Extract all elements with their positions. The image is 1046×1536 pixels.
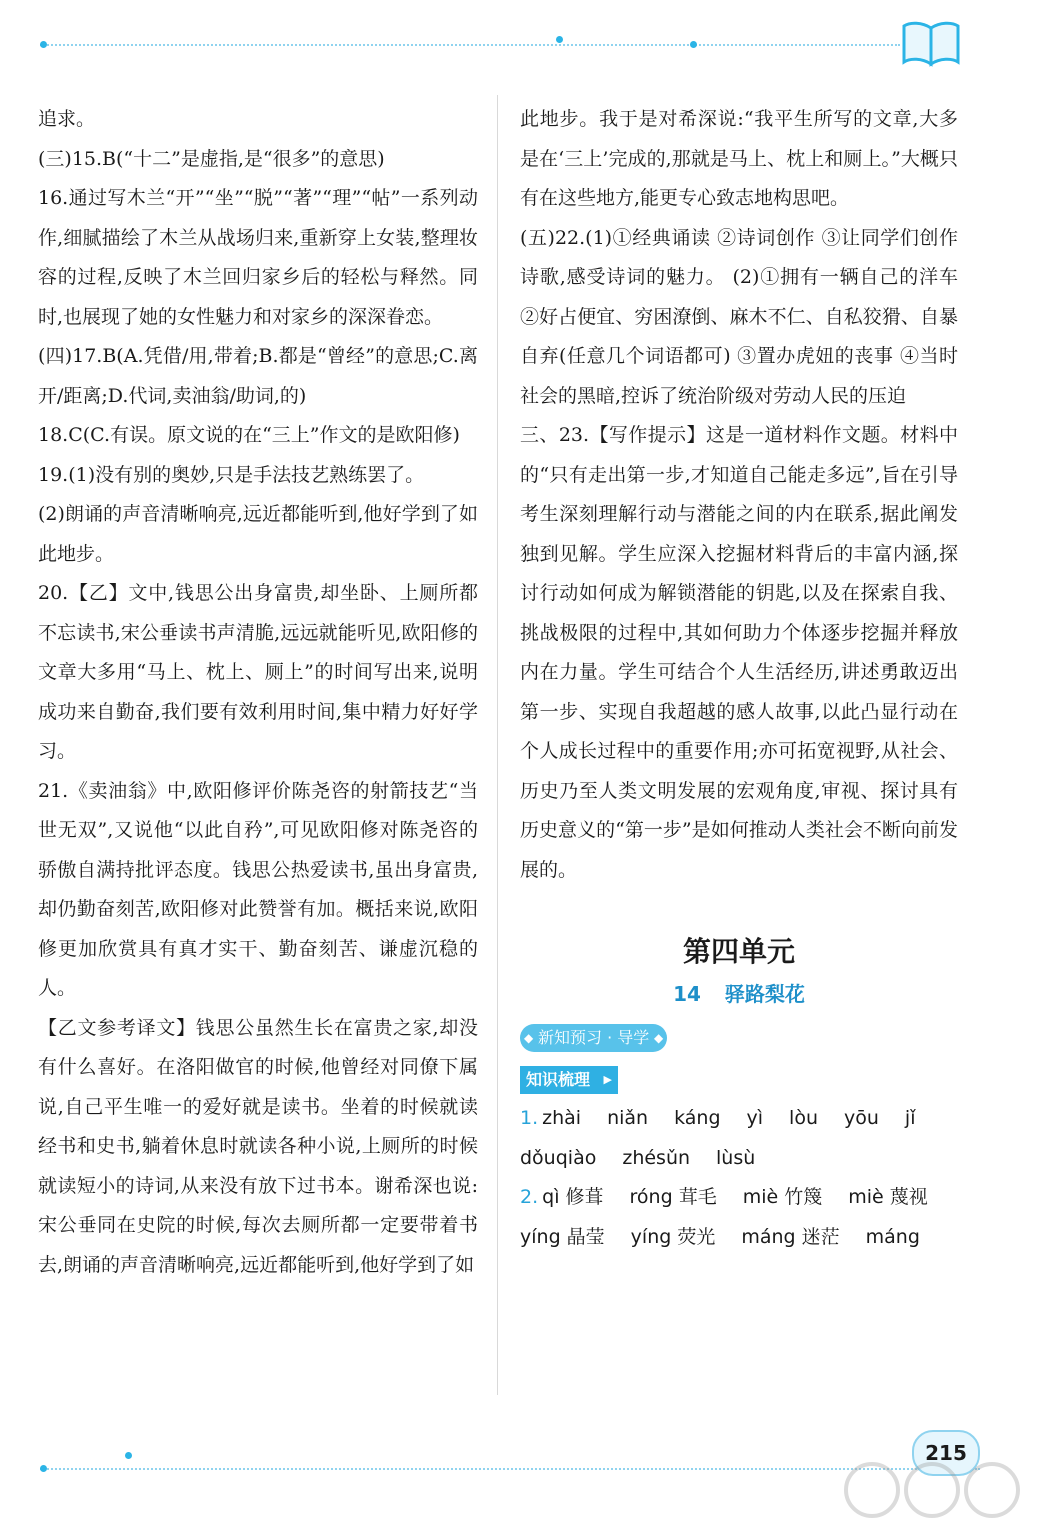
- answer-paragraph: 16.通过写木兰“开”“坐”“脱”“著”“理”“帖”一系列动作,细腻描绘了木兰从战场归来,重新穿上女装,整理妆容的过程,反映了木兰回归家乡后的轻松与释然。同时,也展现了她的女性魅力和对家乡的深深眷恋。: [38, 187, 478, 328]
- pinyin-word: máng: [865, 1225, 920, 1248]
- lesson-number: 14: [673, 982, 701, 1006]
- answer-paragraph: 21.《卖油翁》中,欧阳修评价陈尧咨的射箭技艺“当世无双”,又说他“以此自矜”,可见欧阳修对陈尧咨的骄傲自满持批评态度。钱思公热爱读书,虽出身富贵,却仍勤奋刻苦,欧阳修对此赞誉有加。概括来说,欧阳修更加欣赏具有真才实干、勤奋刻苦、谦虚沉稳的人。: [38, 779, 478, 999]
- watermark-logo: [832, 1452, 1032, 1532]
- answer-paragraph: 18.C(C.有误。原文说的在“三上”作文的是欧阳修): [38, 424, 460, 446]
- pinyin-word: yíng 晶莹: [520, 1225, 605, 1248]
- item-number: 1.: [520, 1107, 539, 1129]
- pinyin: zhài: [542, 1107, 582, 1129]
- section-pill: ◆ 新知预习 · 导学 ◆: [520, 1024, 667, 1052]
- header-dot: [40, 41, 47, 48]
- footer-dot: [125, 1452, 132, 1459]
- lesson-title: [520, 974, 958, 1014]
- lesson-name: 驿路梨花: [724, 982, 805, 1006]
- pinyin: jǐ: [904, 1107, 916, 1129]
- pinyin-word: miè 蔑视: [848, 1186, 928, 1208]
- pinyin: káng: [674, 1107, 721, 1129]
- pinyin-answer-1: [520, 1099, 958, 1178]
- pinyin-word: máng 迷茫: [741, 1225, 840, 1248]
- answer-paragraph: 20.【乙】文中,钱思公出身富贵,却坐卧、上厕所都不忘读书,宋公垂读书声清脆,远远就能听见,欧阳修的文章大多用“马上、枕上、厕上”的时间写出来,说明成功来自勤奋,我们要有效利用时间,集中精力好好学习。: [38, 582, 478, 762]
- pinyin-answer-2: [520, 1178, 958, 1257]
- footer-dot: [40, 1465, 47, 1472]
- page-number: 215: [912, 1430, 980, 1476]
- pinyin: yōu: [844, 1107, 879, 1129]
- translation-paragraph: 【乙文参考译文】钱思公虽然生长在富贵之家,却没有什么喜好。在洛阳做官的时候,他曾经对同僚下属说,自己平生唯一的爱好就是读书。坐着的时候就读经书和史书,躺着休息时就读各种小说,上厕所的时候就读短小的诗词,从来没有放下过书本。谢希深也说:宋公垂同在史院的时候,每次去厕所都一定要带着书去,朗诵的声音清晰响亮,远近都能听到,他好学到了如: [38, 1016, 478, 1276]
- pinyin-word: miè 竹篾: [742, 1186, 823, 1208]
- column-divider: [497, 95, 498, 1395]
- answer-paragraph: 追求。: [38, 108, 96, 130]
- answer-paragraph: 19.(1)没有别的奥妙,只是手法技艺熟练罢了。: [38, 463, 425, 486]
- pinyin-word: qì 修葺: [542, 1186, 604, 1208]
- unit-title: 第四单元: [682, 935, 795, 968]
- pinyin: zhésǔn: [622, 1146, 691, 1169]
- pinyin: lùsù: [716, 1146, 756, 1169]
- pinyin: yì: [746, 1107, 764, 1129]
- header-dot: [690, 41, 697, 48]
- header-dotted-line: [40, 44, 900, 46]
- answer-paragraph: (三)15.B(“十二”是虚指,是“很多”的意思): [38, 147, 385, 170]
- answer-paragraph: (四)17.B(A.凭借/用,带着;B.都是“曾经”的意思;C.离开/距离;D.代词,卖油翁/助词,的): [38, 345, 478, 407]
- left-column: [38, 100, 478, 1285]
- pinyin: lòu: [789, 1107, 818, 1129]
- writing-tip-paragraph: 三、23.【写作提示】这是一道材料作文题。材料中的“只有走出第一步,才知道自己能走多远”,旨在引导考生深刻理解行动与潜能之间的内在联系,据此阐发独到见解。学生应深入挖掘材料背后的丰富内涵,探讨行动如何成为解锁潜能的钥匙,以及在探索自我、挑战极限的过程中,其如何助力个体逐步挖掘并释放内在力量。学生可结合个人生活经历,讲述勇敢迈出第一步、实现自我超越的感人故事,以此凸显行动在个人成长过程中的重要作用;亦可拓宽视野,从社会、历史乃至人类文明发展的宏观角度,审视、探讨具有历史意义的“第一步”是如何推动人类社会不断向前发展的。: [520, 424, 958, 881]
- item-number: 2.: [520, 1186, 539, 1208]
- right-column: [520, 100, 958, 1257]
- section-tab: 知识梳理 ▶: [520, 1066, 618, 1094]
- translation-continued: 此地步。我于是对希深说:“我平生所写的文章,大多是在‘三上’完成的,那就是马上、枕上和厕上。”大概只有在这些地方,能更专心致志地构思吧。: [520, 108, 958, 209]
- pinyin: niǎn: [607, 1107, 649, 1129]
- book-icon: [900, 18, 962, 68]
- pinyin-word: yíng 荧光: [630, 1225, 716, 1248]
- pinyin: dǒuqiào: [520, 1146, 597, 1169]
- header-dot: [556, 36, 563, 43]
- answer-paragraph: (2)朗诵的声音清晰响亮,远近都能听到,他好学到了如此地步。: [38, 503, 478, 565]
- answer-paragraph: (五)22.(1)①经典诵读 ②诗词创作 ③让同学们创作诗歌,感受诗词的魅力。 (2)①拥有一辆自己的洋车 ②好占便宜、穷困潦倒、麻木不仁、自私狡猾、自暴自弃(任意几个词语都可) ③置办虎妞的丧事 ④当时社会的黑暗,控诉了统治阶级对劳动人民的压迫: [520, 226, 958, 407]
- pinyin-word: róng 茸毛: [629, 1186, 717, 1208]
